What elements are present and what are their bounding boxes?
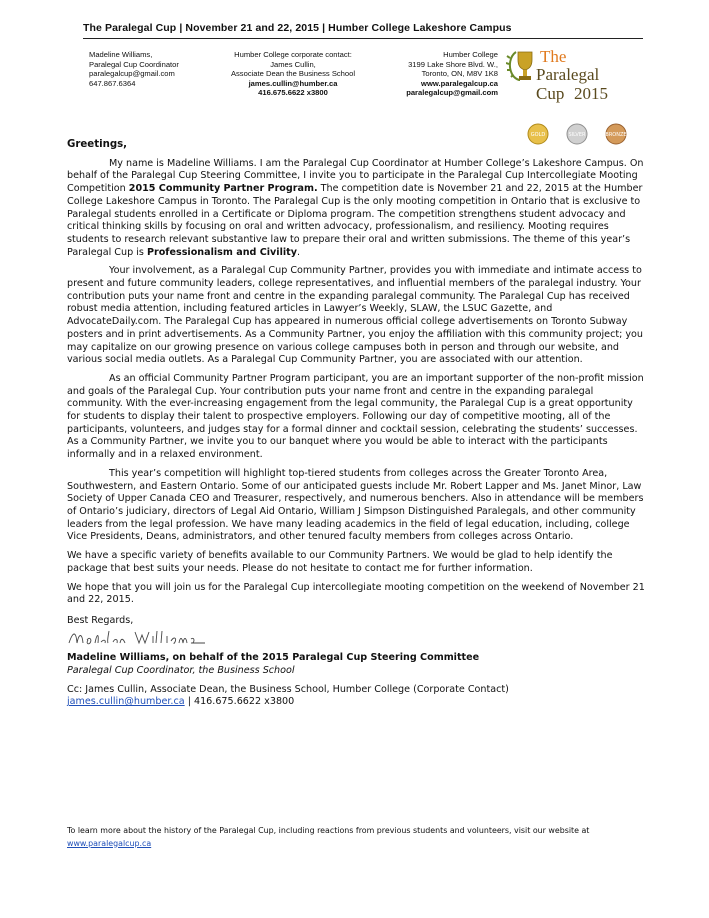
paragraph-participant: As an official Community Partner Program participant, you are an important supporter of the non-profit mission and goals of the Paralegal Cup. Your contribution puts your name front and centre in the expanding paralegal community. With the ever-increasing engagement from the legal community, the Paralegal Cup is a great opportunity for students to display their talent to prospective employers. Following our day of competitive mooting, all of the participants, volunteers, and judges stay for a formal dinner and cocktail session, celebrating the students’ successes. As a Community Partner, we invite you to our banquet where you would be able to interact with the participants informally and in a relaxed environment. — [67, 372, 644, 461]
corporate-heading: Humber College corporate contact: — [234, 50, 352, 59]
contact-corporate — [218, 50, 368, 98]
logo-paralegal: Paralegal — [536, 65, 600, 84]
coordinator-role: Paralegal Cup Coordinator — [89, 59, 179, 69]
coordinator-phone: 647.867.6364 — [89, 78, 136, 88]
greeting: Greetings, — [67, 139, 128, 150]
header-divider — [83, 38, 643, 39]
handwritten-signature — [67, 628, 217, 648]
signature-block — [67, 615, 645, 709]
svg-text:BRONZE: BRONZE — [605, 132, 627, 138]
logo-year: 2015 — [574, 84, 608, 103]
address-city: Toronto, ON, M8V 1K8 — [421, 69, 498, 79]
address-website[interactable]: www.paralegalcup.ca — [421, 78, 498, 88]
signatory-name: Madeline Williams, on behalf of the 2015 Paralegal Cup Steering Committee — [67, 652, 480, 664]
header-title: The Paralegal Cup | November 21 and 22, 2015 | Humber College Lakeshore Campus — [83, 22, 512, 34]
logo-the: The — [540, 47, 567, 66]
paragraph-guests: This year’s competition will highlight top-tiered students from colleges across the Greater Toronto Area, Southwestern, and Eastern Ontario. Some of our anticipated guests include Mr. Robert Lapper and Ms. Janet Minor, Law Society of Upper Canada CEO and Treasurer, respectively, and numerous benchers. Also in attendance will be members of Ontario’s judiciary, directors of Legal Aid Ontario, William J Simpson Distinguished Paralegals, and other community leaders from the legal profession. We have many leading academics in the field of legal education, including, college Vice Presidents, Deans, administrators, and other tenured faculty members from colleges across Ontario. — [67, 467, 644, 543]
closing-salutation: Best Regards, — [67, 614, 134, 626]
svg-text:SILVER: SILVER — [568, 132, 586, 138]
paragraph-involvement: Your involvement, as a Paralegal Cup Community Partner, provides you with immediate and intimate access to present and future community leaders, college representatives, and influential members of the paralegal industry. Your contribution puts your name front and centre in the expanding paralegal community. The Paralegal Cup has received robust media attention, including featured articles in Lawyer’s Weekly, SLAW, the LSUC Gazette, and AdvocateDaily.com. The Paralegal Cup has appeared in numerous official college advertisements on Toronto Subway posters and in print advertisements. As a Community Partner, you enjoy the affiliation with this community project; you may capitalize on our growing presence on various college campuses both in person and through our website, and various social media outlets. As a Paralegal Cup Community Partner, you are associated with our attention. — [67, 265, 644, 366]
cc-email-link[interactable]: james.cullin@humber.ca — [67, 696, 185, 708]
corporate-phone: 416.675.6622 x3800 — [258, 88, 328, 98]
coordinator-name: Madeline Williams, — [89, 50, 153, 59]
coordinator-email: paralegalcup@gmail.com — [89, 69, 175, 79]
footer-text: To learn more about the history of the Paralegal Cup, including reactions from previous students and volunteers, visit our website at — [67, 826, 590, 835]
address-street: 3199 Lake Shore Blvd. W., — [408, 59, 498, 69]
corporate-role: Associate Dean the Business School — [230, 69, 356, 79]
address-org: Humber College — [443, 50, 498, 59]
paralegal-cup-logo — [506, 42, 624, 106]
footer-website-link[interactable]: www.paralegalcup.ca — [67, 838, 152, 848]
trophy-icon — [506, 52, 532, 80]
logo-cup: Cup — [536, 84, 565, 103]
letter-body — [67, 139, 645, 709]
signatory-title: Paralegal Cup Coordinator, the Business School — [67, 665, 295, 677]
footer-note — [67, 825, 645, 850]
corporate-name: James Cullin, — [270, 59, 316, 69]
cc-line: Cc: James Cullin, Associate Dean, the Business School, Humber College (Corporate Contact) — [67, 683, 509, 695]
cc-contact — [67, 696, 645, 709]
paragraph-intro: My name is Madeline Williams. I am the Paralegal Cup Coordinator at Humber College’s Lakeshore Campus. On behalf of the Paralegal Cup Steering Committee, I invite you to participate in the Paralegal Cup Intercollegiate Mooting Competition 2015 Community Partner Program. The competition date is November 21 and 22, 2015 at the Humber College Lakeshore Campus in Toronto. The Paralegal Cup is the only mooting competition in Ontario that is exclusive to Paralegal students enrolled in a Certificate or Diploma program. The competition strengthens student advocacy and critical thinking skills by focusing on oral and written advocacy, professionalism, and resiliency. Mooting requires students to research relevant substantive law to prepare their oral and written submissions. The theme of this year’s Paralegal Cup is Professionalism and Civility. — [67, 157, 644, 258]
paragraph-benefits: We have a specific variety of benefits available to our Community Partners. We would be glad to help identify the package that best suits your needs. Please do not hesitate to contact me for further information. — [67, 550, 613, 574]
contact-coordinator — [89, 50, 179, 88]
corporate-email: james.cullin@humber.ca — [248, 78, 338, 88]
cc-phone: | 416.675.6622 x3800 — [184, 696, 295, 708]
paragraph-closing: We hope that you will join us for the Paralegal Cup intercollegiate mooting competition on the weekend of November 21 and 22, 2015. — [67, 581, 645, 606]
address-email[interactable]: paralegalcup@gmail.com — [406, 88, 498, 98]
contact-address — [370, 50, 498, 98]
svg-text:GOLD: GOLD — [530, 132, 546, 138]
